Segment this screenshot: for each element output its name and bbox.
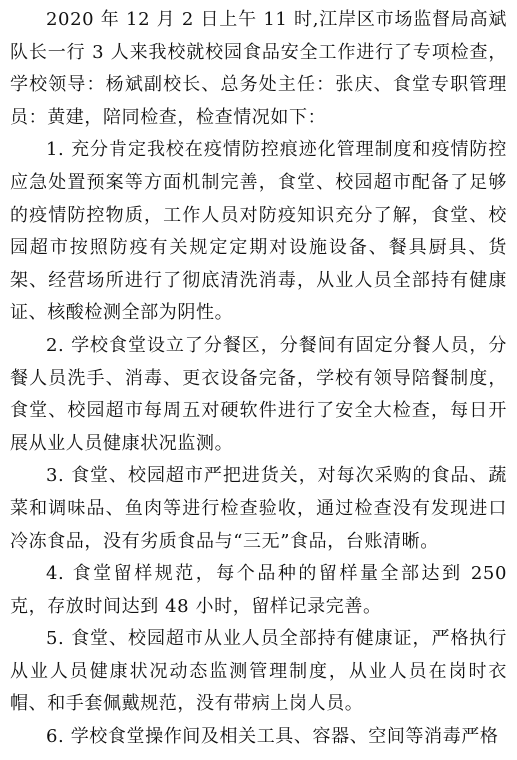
finding-paragraph-5: 5. 食堂、校园超市从业人员全部持有健康证，严格执行从业人员健康状况动态监测管理制度，从业人员在岗时衣帽、和手套佩戴规范，没有带病上岗人员。: [10, 628, 507, 715]
finding-paragraph-6: 6. 学校食堂操作间及相关工具、容器、空间等消毒严格: [46, 726, 499, 748]
finding-paragraph-3: 3. 食堂、校园超市严把进货关，对每次采购的食品、蔬菜和调味品、鱼肉等进行检查验收，通过检查没有发现进口冷冻食品，没有劣质食品与“三无”食品，台账清晰。: [10, 465, 507, 552]
intro-paragraph: 2020 年 12 月 2 日上午 11 时,江岸区市场监督局高斌队长一行 3 人来我校就校园食品安全工作进行了专项检查，学校领导：杨斌副校长、总务处主任：张庆、食堂专职管理员：黄建，陪同检查，检查情况如下：: [10, 9, 507, 128]
finding-paragraph-4: 4. 食堂留样规范，每个品种的留样量全部达到 250 克，存放时间达到 48 小时，留样记录完善。: [10, 563, 507, 617]
finding-paragraph-2: 2. 学校食堂设立了分餐区，分餐间有固定分餐人员，分餐人员洗手、消毒、更衣设备完备，学校有领导陪餐制度，食堂、校园超市每周五对硬软件进行了安全大检查，每日开展从业人员健康状况监测。: [10, 334, 507, 454]
finding-paragraph-1: 1. 充分肯定我校在疫情防控痕迹化管理制度和疫情防控应急处置预案等方面机制完善，食堂、校园超市配备了足够的疫情防控物质，工作人员对防疫知识充分了解，食堂、校园超市按照防疫有关规定定期对设施设备、餐具厨具、货架、经营场所进行了彻底清洗消毒，从业人员全部持有健康证、核酸检测全部为阴性。: [10, 139, 507, 324]
